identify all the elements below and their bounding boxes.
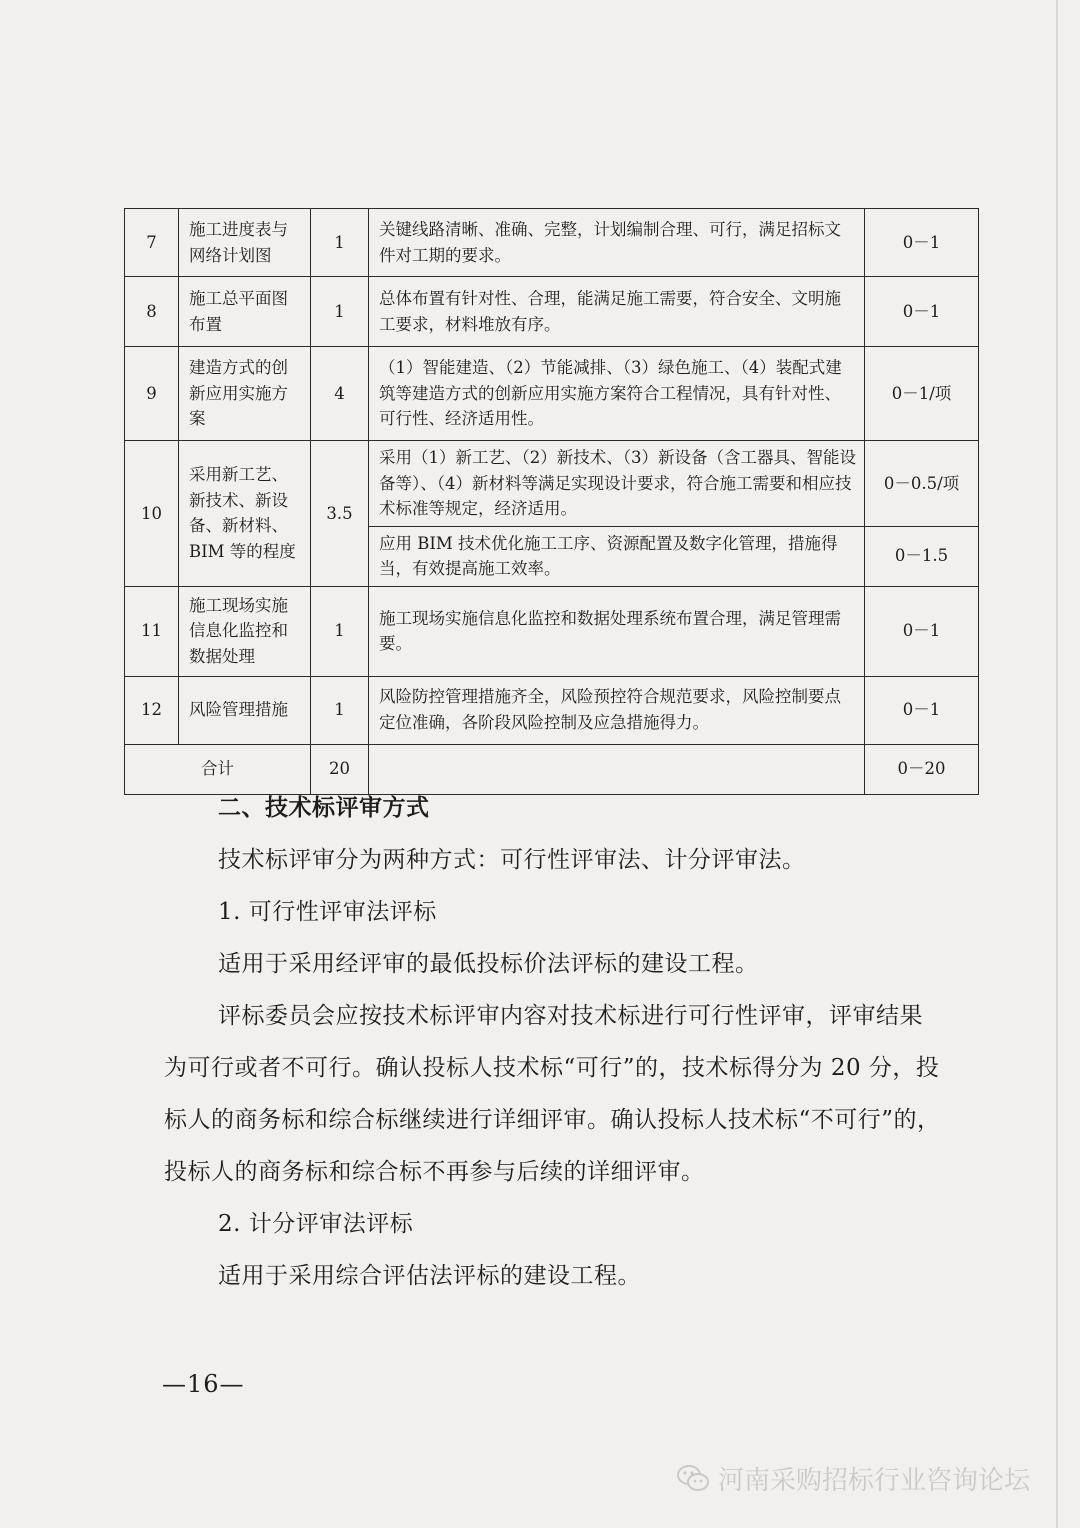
watermark — [676, 1458, 1030, 1498]
row-standard: 采用（1）新工艺、（2）新技术、（3）新设备（含工器具、智能设备等）、（4）新材料等满足实现设计要求，符合施工需要和相应技术标准等规定，经济适用。 — [369, 441, 865, 527]
row-score: 3.5 — [311, 441, 369, 587]
table-row — [125, 441, 979, 527]
table-row — [125, 676, 979, 744]
row-standard: 风险防控管理措施齐全，风险预控符合规范要求，风险控制要点定位准确，各阶段风险控制及应急措施得力。 — [369, 676, 865, 744]
row-standard-bim: 应用 BIM 技术优化施工工序、资源配置及数字化管理，措施得当，有效提高施工效率。 — [369, 526, 865, 586]
row-score: 4 — [311, 347, 369, 441]
paragraph: 适用于采用综合评估法评标的建设工程。 — [218, 1263, 641, 1289]
row-standard: （1）智能建造、（2）节能减排、（3）绿色施工、（4）装配式建筑等建造方式的创新应用实施方案符合工程情况，具有针对性、可行性、经济适用性。 — [369, 347, 865, 441]
scoring-table-wrapper — [124, 208, 978, 795]
row-score: 1 — [311, 676, 369, 744]
row-number: 11 — [125, 586, 179, 676]
total-score: 20 — [311, 744, 369, 794]
watermark-text: 河南采购招标行业咨询论坛 — [718, 1465, 1031, 1496]
paragraph: 适用于采用经评审的最低投标价法评标的建设工程。 — [218, 951, 759, 977]
row-range: 0－1 — [865, 586, 979, 676]
row-score: 1 — [311, 277, 369, 347]
row-range: 0－0.5/项 — [865, 441, 979, 527]
row-item: 施工现场实施信息化监控和数据处理 — [179, 586, 311, 676]
row-item: 施工进度表与网络计划图 — [179, 209, 311, 277]
page-number: —16— — [162, 1370, 245, 1398]
row-number: 7 — [125, 209, 179, 277]
row-number: 8 — [125, 277, 179, 347]
row-standard: 关键线路清晰、准确、完整，计划编制合理、可行，满足招标文件对工期的要求。 — [369, 209, 865, 277]
section-heading: 二、技术标评审方式 — [218, 795, 430, 821]
row-standard: 施工现场实施信息化监控和数据处理系统布置合理，满足管理需要。 — [369, 586, 865, 676]
total-range: 0－20 — [865, 744, 979, 794]
row-number: 10 — [125, 441, 179, 587]
row-range: 0－1 — [865, 277, 979, 347]
table-row — [125, 209, 979, 277]
paragraph: 评标委员会应按技术标评审内容对技术标进行可行性评审，评审结果为可行或者不可行。确认投标人技术标“可行”的，技术标得分为 20 分，投标人的商务标和综合标继续进行详细评审。确认投标人技术标“不可行”的，投标人的商务标和综合标不再参与后续的详细评审。 — [164, 1003, 941, 1185]
row-range-bim: 0－1.5 — [865, 526, 979, 586]
row-item: 采用新工艺、新技术、新设备、新材料、BIM 等的程度 — [179, 441, 311, 587]
row-number: 12 — [125, 676, 179, 744]
wechat-icon — [676, 1463, 710, 1493]
row-range: 0－1 — [865, 209, 979, 277]
table-row — [125, 586, 979, 676]
document-body — [164, 782, 944, 1302]
scoring-table — [124, 208, 979, 795]
row-score: 1 — [311, 586, 369, 676]
row-score: 1 — [311, 209, 369, 277]
paragraph: 技术标评审分为两种方式：可行性评审法、计分评审法。 — [218, 847, 806, 873]
row-standard: 总体布置有针对性、合理，能满足施工需要，符合安全、文明施工要求，材料堆放有序。 — [369, 277, 865, 347]
table-row — [125, 347, 979, 441]
row-range: 0－1/项 — [865, 347, 979, 441]
total-label: 合计 — [125, 744, 311, 794]
row-range: 0－1 — [865, 676, 979, 744]
page-edge — [1056, 0, 1058, 1528]
row-item: 风险管理措施 — [179, 676, 311, 744]
row-item: 施工总平面图布置 — [179, 277, 311, 347]
subsection-title: 2. 计分评审法评标 — [218, 1211, 414, 1237]
subsection-title: 1. 可行性评审法评标 — [218, 899, 437, 925]
table-row — [125, 277, 979, 347]
row-number: 9 — [125, 347, 179, 441]
row-item: 建造方式的创新应用实施方案 — [179, 347, 311, 441]
